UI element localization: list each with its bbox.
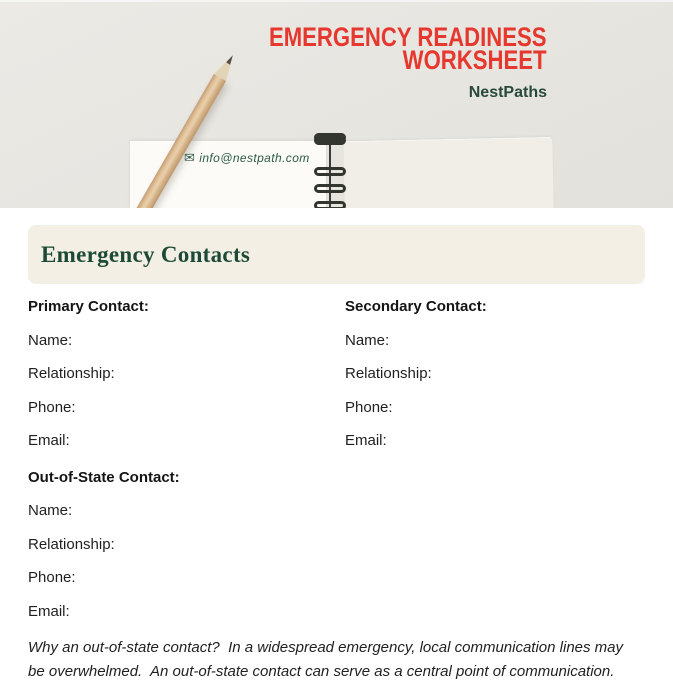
out-of-state-note: Why an out-of-state contact? In a widespread emergency, local communication lines may be overwhelmed. An out-of-state contact can serve as a central point of communication.	[28, 639, 628, 680]
secondary-contact-heading: Secondary Contact:	[345, 298, 487, 315]
oos-phone-field: Phone:	[28, 569, 76, 586]
worksheet-title	[208, 22, 547, 102]
title-line-2: WORKSHEET	[403, 45, 547, 75]
oos-relationship-field: Relationship:	[28, 535, 115, 553]
secondary-contact-column	[345, 298, 645, 466]
handwritten-email	[184, 150, 310, 166]
header-photo	[0, 0, 673, 208]
spiral-binding	[314, 136, 348, 208]
section-title: Emergency Contacts	[41, 241, 251, 267]
worksheet-body	[0, 208, 673, 684]
primary-name-field: Name:	[28, 331, 73, 349]
primary-contact-heading: Primary Contact:	[28, 298, 149, 315]
primary-contact-column	[28, 298, 345, 466]
oos-email-field: Email:	[28, 602, 70, 620]
title-line-1: EMERGENCY READINESS	[269, 22, 547, 52]
section-banner	[28, 225, 645, 284]
secondary-email-field: Email:	[345, 432, 387, 449]
primary-email-field: Email:	[28, 432, 70, 449]
primary-phone-field: Phone:	[28, 398, 76, 416]
primary-relationship-field: Relationship:	[28, 365, 115, 382]
secondary-name-field: Name:	[345, 331, 390, 349]
notebook-page	[343, 137, 553, 208]
oos-name-field: Name:	[28, 502, 73, 519]
spiral-loop	[314, 184, 346, 193]
out-of-state-heading: Out-of-State Contact:	[28, 468, 180, 486]
envelope-icon: ✉	[184, 150, 196, 165]
contacts-grid	[28, 298, 645, 466]
email-text: info@nestpath.com	[199, 151, 310, 165]
out-of-state-section	[28, 469, 645, 622]
spiral-loop	[314, 201, 346, 208]
spiral-loop	[314, 167, 346, 176]
secondary-relationship-field: Relationship:	[345, 365, 432, 382]
spiral-loop	[314, 136, 346, 145]
brand-name: NestPaths	[468, 84, 547, 101]
secondary-phone-field: Phone:	[345, 398, 393, 416]
contacts-form	[28, 284, 645, 684]
